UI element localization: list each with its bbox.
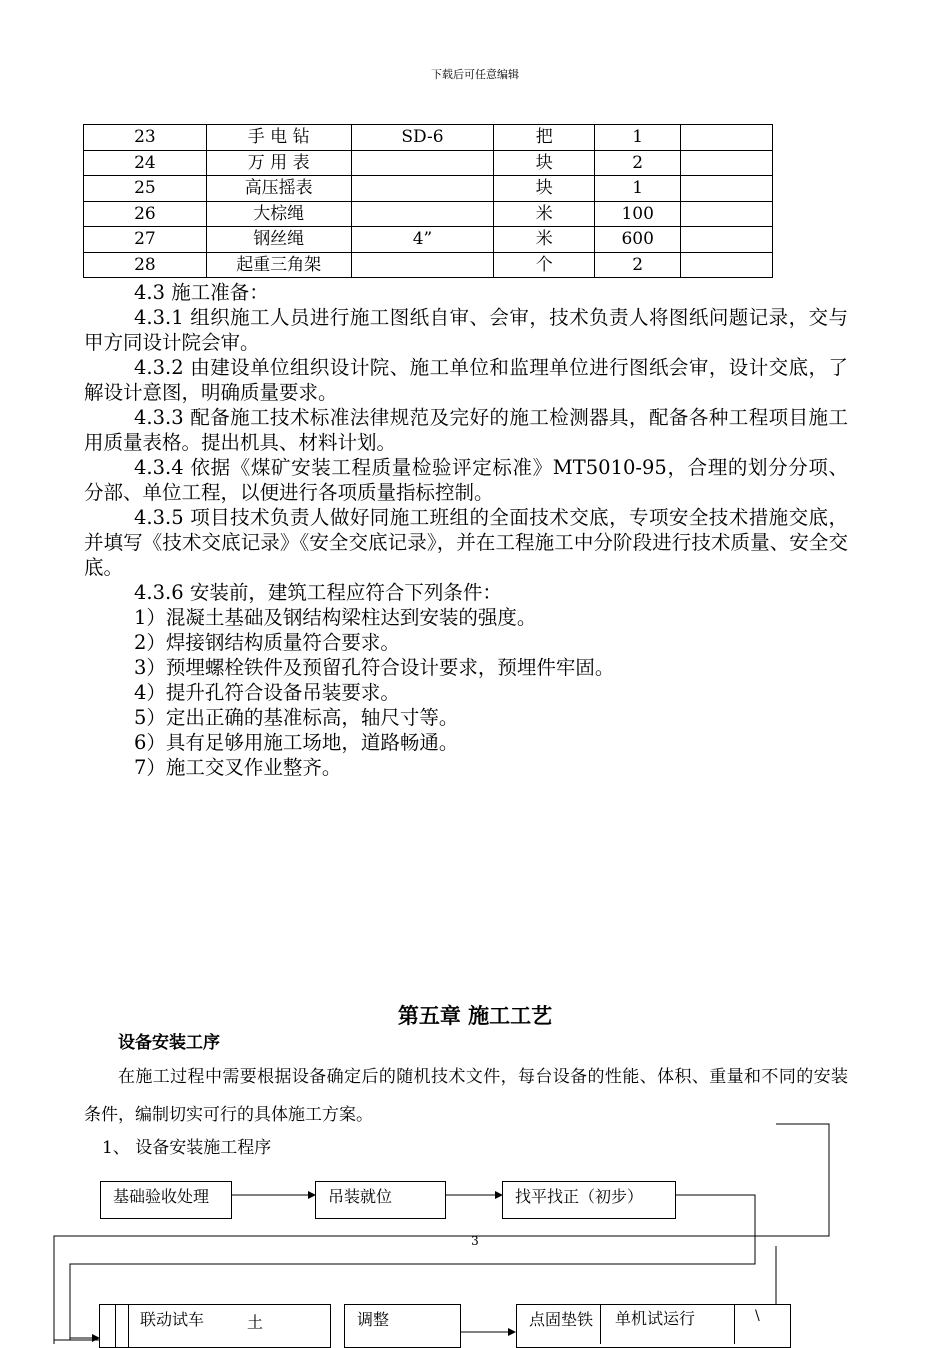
list-item: 1）混凝土基础及钢结构梁柱达到安装的强度。 xyxy=(134,606,537,629)
list-item: 2）焊接钢结构质量符合要求。 xyxy=(134,631,400,654)
intro-text: 在施工过程中需要根据设备确定后的随机技术文件，每台设备的性能、体积、重量和不同的安装条件，编制切实可行的具体施工方案。 xyxy=(84,1067,848,1125)
table-cell: 起重三角架 xyxy=(206,252,351,278)
flow-box-joint-test: 联动试车 xyxy=(99,1304,331,1348)
box-divider xyxy=(115,1304,129,1348)
table-cell: 27 xyxy=(84,227,207,253)
paragraph-4-3-5: 4.3.5 项目技术负责人做好同施工班组的全面技术交底，专项安全技术措施交底，并填写《技术交底记录》《安全交底记录》，并在工程施工中分阶段进行技术质量、安全交底。 xyxy=(84,506,848,579)
table-cell: 1 xyxy=(595,176,681,202)
table-cell: 手 电 钻 xyxy=(206,125,351,151)
table-cell: 钢丝绳 xyxy=(206,227,351,253)
table-cell: 24 xyxy=(84,150,207,176)
table-cell: 块 xyxy=(494,176,595,202)
table-cell: 个 xyxy=(494,252,595,278)
paragraph-4-3-3: 4.3.3 配备施工技术标准法律规范及完好的施工检测器具，配备各种工程项目施工用质量表格。提出机具、材料计划。 xyxy=(84,406,848,454)
table-cell: 万 用 表 xyxy=(206,150,351,176)
table-cell: 米 xyxy=(494,201,595,227)
table-cell: 高压摇表 xyxy=(206,176,351,202)
list-item: 5）定出正确的基准标高，轴尺寸等。 xyxy=(134,706,459,729)
flow-box-single-test: 单机试运行 xyxy=(600,1304,735,1344)
procedure-heading: 1、 设备安装施工程序 xyxy=(102,1138,272,1158)
section-heading: 4.3 施工准备： xyxy=(134,281,269,304)
table-cell: 100 xyxy=(595,201,681,227)
table-cell: 23 xyxy=(84,125,207,151)
table-cell: 26 xyxy=(84,201,207,227)
table-cell: 大棕绳 xyxy=(206,201,351,227)
table-cell: 1 xyxy=(595,125,681,151)
flow-box-adjust: 调整 xyxy=(344,1304,461,1348)
paragraph-4-3-2: 4.3.2 由建设单位组织设计院、施工单位和监理单位进行图纸会审，设计交底，了解设计意图，明确质量要求。 xyxy=(84,356,848,404)
flow-fragment-right: \ xyxy=(755,1308,760,1324)
table-cell: 米 xyxy=(494,227,595,253)
table-cell: 块 xyxy=(494,150,595,176)
list-item: 4）提升孔符合设备吊装要求。 xyxy=(134,681,400,704)
paragraph-4-3-1: 4.3.1 组织施工人员进行施工图纸自审、会审，技术负责人将图纸问题记录，交与甲方同设计院会审。 xyxy=(84,306,848,354)
table-cell: 2 xyxy=(595,252,681,278)
table-cell: 把 xyxy=(494,125,595,151)
flow-box-foundation: 基础验收处理 xyxy=(100,1181,232,1219)
table-cell: 2 xyxy=(595,150,681,176)
table-cell: SD-6 xyxy=(351,125,494,151)
paragraph-4-3-4: 4.3.4 依据《煤矿安装工程质量检验评定标准》MT5010-95，合理的划分分项、分部、单位工程，以便进行各项质量指标控制。 xyxy=(84,456,848,504)
list-item: 3）预埋螺栓铁件及预留孔符合设计要求，预埋件牢固。 xyxy=(134,656,615,679)
flow-box-hoisting: 吊装就位 xyxy=(315,1181,446,1219)
table-cell: 4” xyxy=(351,227,494,253)
flow-box-alignment: 找平找正（初步） xyxy=(502,1181,676,1219)
table-cell: 25 xyxy=(84,176,207,202)
flow-box-shim: 点固垫铁 xyxy=(516,1304,791,1348)
table-cell: 28 xyxy=(84,252,207,278)
page-header: 下载后可任意编辑 xyxy=(431,68,519,81)
page-number: 3 xyxy=(471,1234,479,1248)
chapter-title: 第五章 施工工艺 xyxy=(397,1003,553,1028)
list-item: 7）施工交叉作业整齐。 xyxy=(134,756,342,779)
flow-box-fragment: 土 xyxy=(247,1313,264,1332)
chapter-subtitle: 设备安装工序 xyxy=(118,1033,220,1053)
paragraph-4-3-6: 4.3.6 安装前，建筑工程应符合下列条件： xyxy=(134,581,502,604)
table-cell: 600 xyxy=(595,227,681,253)
list-item: 6）具有足够用施工场地，道路畅通。 xyxy=(134,731,459,754)
